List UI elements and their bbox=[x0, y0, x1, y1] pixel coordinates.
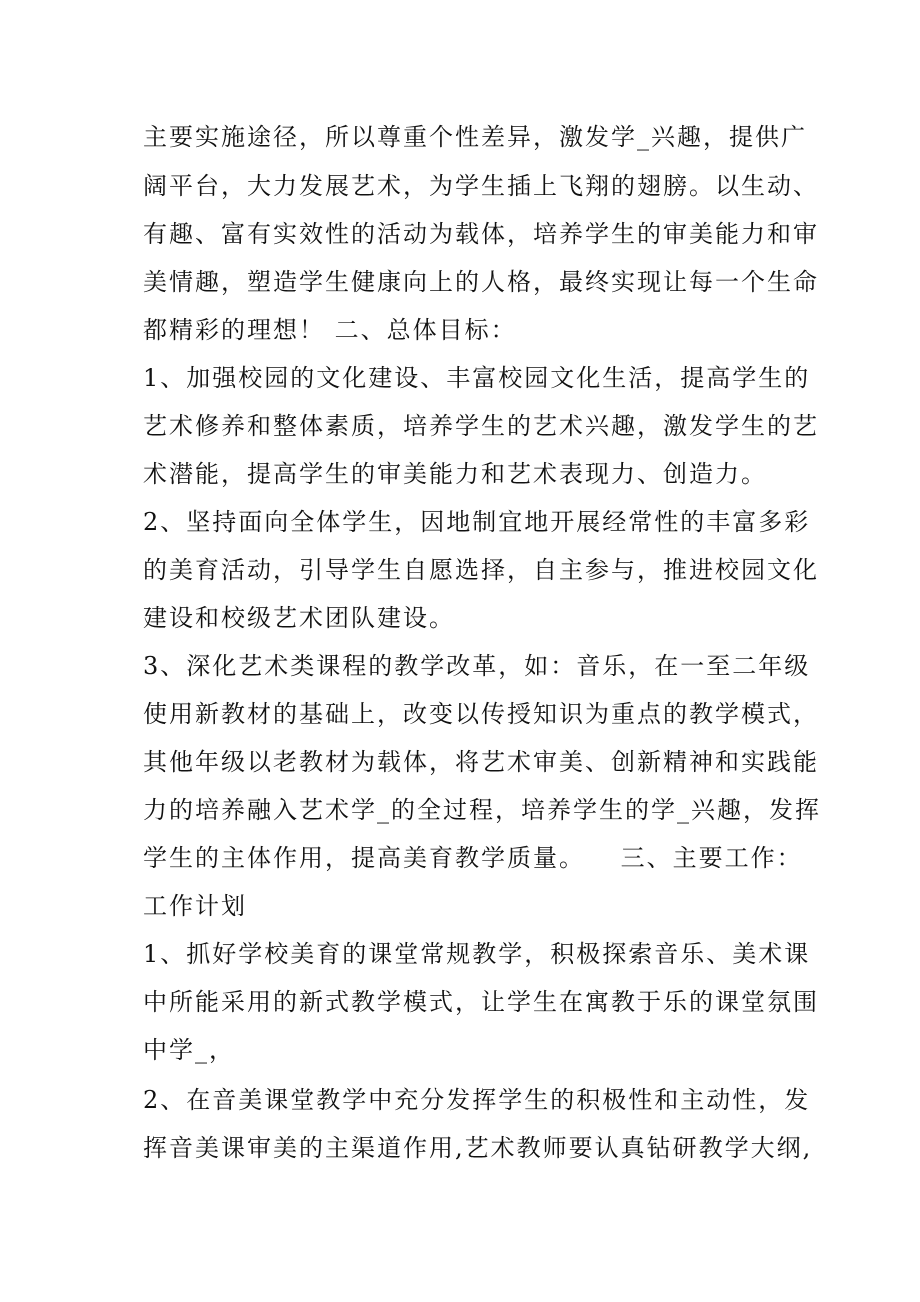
text-line: 阔平台，大力发展艺术，为学生插上飞翔的翅膀。以生动、 bbox=[143, 172, 819, 200]
text-line: 工作计划 bbox=[143, 892, 247, 920]
text-line: 美情趣，塑造学生健康向上的人格，最终实现让每一个生命 bbox=[143, 268, 819, 296]
text-line: 1、加强校园的文化建设、丰富校园文化生活，提高学生的 bbox=[143, 364, 811, 392]
text-line: 的美育活动，引导学生自愿选择，自主参与，推进校园文化 bbox=[143, 556, 819, 584]
text-line: 使用新教材的基础上，改变以传授知识为重点的教学模式， bbox=[143, 700, 819, 728]
text-line: 3、深化艺术类课程的教学改革，如：音乐，在一至二年级 bbox=[143, 652, 811, 680]
text-line: 其他年级以老教材为载体，将艺术审美、创新精神和实践能 bbox=[143, 748, 819, 776]
text-line: 1、抓好学校美育的课堂常规教学，积极探索音乐、美术课 bbox=[143, 940, 811, 968]
text-line: 中所能采用的新式教学模式，让学生在寓教于乐的课堂氛围 bbox=[143, 988, 819, 1016]
text-line: 挥音美课审美的主渠道作用,艺术教师要认真钻研教学大纲, bbox=[143, 1134, 813, 1162]
text-line: 2、坚持面向全体学生，因地制宜地开展经常性的丰富多彩 bbox=[143, 508, 811, 536]
text-line: 有趣、富有实效性的活动为载体，培养学生的审美能力和审 bbox=[143, 220, 819, 248]
text-line: 2、在音美课堂教学中充分发挥学生的积极性和主动性，发 bbox=[143, 1086, 811, 1114]
text-line: 中学_， bbox=[143, 1036, 235, 1064]
text-line: 建设和校级艺术团队建设。 bbox=[143, 604, 455, 632]
text-line: 术潜能，提高学生的审美能力和艺术表现力、创造力。 bbox=[143, 460, 767, 488]
text-line: 艺术修养和整体素质，培养学生的艺术兴趣，激发学生的艺 bbox=[143, 412, 819, 440]
text-line: 主要实施途径，所以尊重个性差异，激发学_兴趣，提供广 bbox=[143, 123, 807, 151]
text-line: 力的培养融入艺术学_的全过程，培养学生的学_兴趣，发挥 bbox=[143, 796, 821, 824]
text-line: 学生的主体作用，提高美育教学质量。 三、主要工作： bbox=[143, 844, 803, 872]
text-line: 都精彩的理想！ 二、总体目标： bbox=[143, 316, 517, 344]
